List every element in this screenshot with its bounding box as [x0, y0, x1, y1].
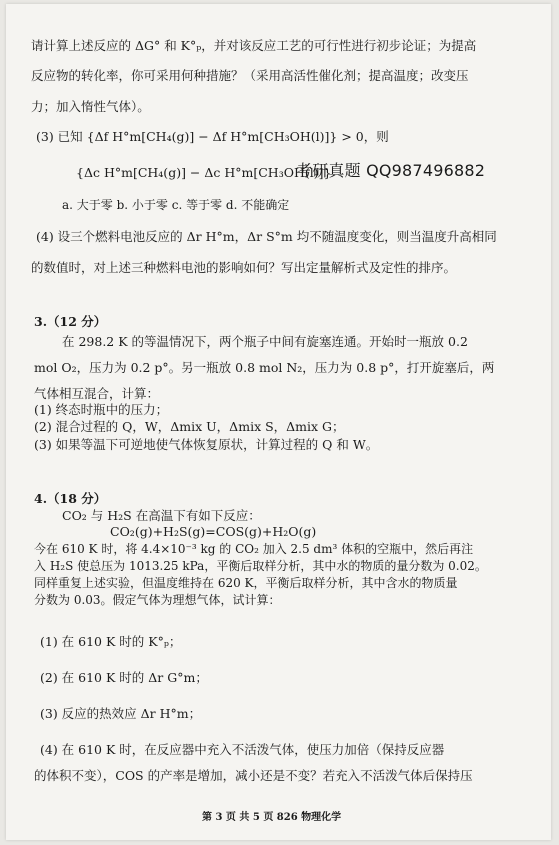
text-line: mol O₂，压力为 0.2 p°。另一瓶放 0.8 mol N₂，压力为 0.8 p°，打开旋塞后，两: [34, 360, 495, 375]
text-line: (2) 混合过程的 Q，W，Δmix U，Δmix S，Δmix G；: [34, 419, 345, 434]
text-line: (3) 已知 {Δf H°m[CH₄(g)] − Δf H°m[CH₃OH(l)]} > 0，则: [36, 129, 389, 144]
watermark-text: 考研真题 QQ987496882: [296, 161, 486, 180]
text-line: {Δc H°m[CH₄(g)] − Δc H°m[CH₃OH(l)]}: [76, 165, 332, 180]
sub-question: (1) 在 610 K 时的 K°ₚ；: [40, 634, 182, 649]
exam-page: [6, 4, 551, 840]
text-line: (4) 设三个燃料电池反应的 Δr H°m，Δr S°m 均不随温度变化，则当温度升高相同: [36, 229, 497, 244]
sub-question: (3) 反应的热效应 Δr H°m；: [40, 706, 202, 721]
page-footer: 第 3 页 共 5 页 826 物理化学: [202, 812, 342, 823]
sub-question: (4) 在 610 K 时，在反应器中充入不活泼气体，使压力加倍（保持反应器: [40, 742, 445, 757]
text-line: 在 298.2 K 的等温情况下，两个瓶子中间有旋塞连通。开始时一瓶放 0.2: [62, 334, 468, 349]
text-line: 气体相互混合，计算：: [34, 386, 160, 401]
text-line: 今在 610 K 时，将 4.4×10⁻³ kg 的 CO₂ 加入 2.5 dm³ 体积的空瓶中，然后再注: [34, 542, 474, 556]
reaction-equation: CO₂(g)+H₂S(g)=COS(g)+H₂O(g): [110, 524, 317, 539]
text-line: 反应物的转化率，你可采用何种措施？（采用高活性催化剂；提高温度；改变压: [31, 68, 469, 83]
text-line: 同样重复上述实验，但温度维持在 620 K，平衡后取样分析，其中含水的物质量: [34, 576, 458, 590]
text-line: (1) 终态时瓶中的压力；: [34, 402, 169, 417]
text-line: 分数为 0.03。假定气体为理想气体，试计算：: [34, 593, 281, 607]
text-line: 的体积不变），COS 的产率是增加，减小还是不变？若充入不活泼气体后保持压: [34, 768, 473, 783]
text-line: 力；加入惰性气体）。: [31, 99, 150, 114]
sub-question: (2) 在 610 K 时的 Δr G°m；: [40, 670, 208, 685]
text-line: CO₂ 与 H₂S 在高温下有如下反应：: [62, 508, 261, 523]
text-line: 的数值时，对上述三种燃料电池的影响如何？写出定量解析式及定性的排序。: [31, 260, 457, 275]
text-line: 请计算上述反应的 ΔG° 和 K°ₚ，并对该反应工艺的可行性进行初步论证；为提高: [31, 38, 477, 53]
text-line: (3) 如果等温下可逆地使气体恢复原状，计算过程的 Q 和 W。: [34, 437, 379, 452]
question-heading: 4.（18 分）: [34, 491, 107, 506]
answer-options: a. 大于零 b. 小于零 c. 等于零 d. 不能确定: [62, 198, 290, 212]
text-line: 入 H₂S 使总压为 1013.25 kPa，平衡后取样分析，其中水的物质的量分数为 0.02。: [34, 559, 487, 573]
question-heading: 3.（12 分）: [34, 314, 107, 329]
